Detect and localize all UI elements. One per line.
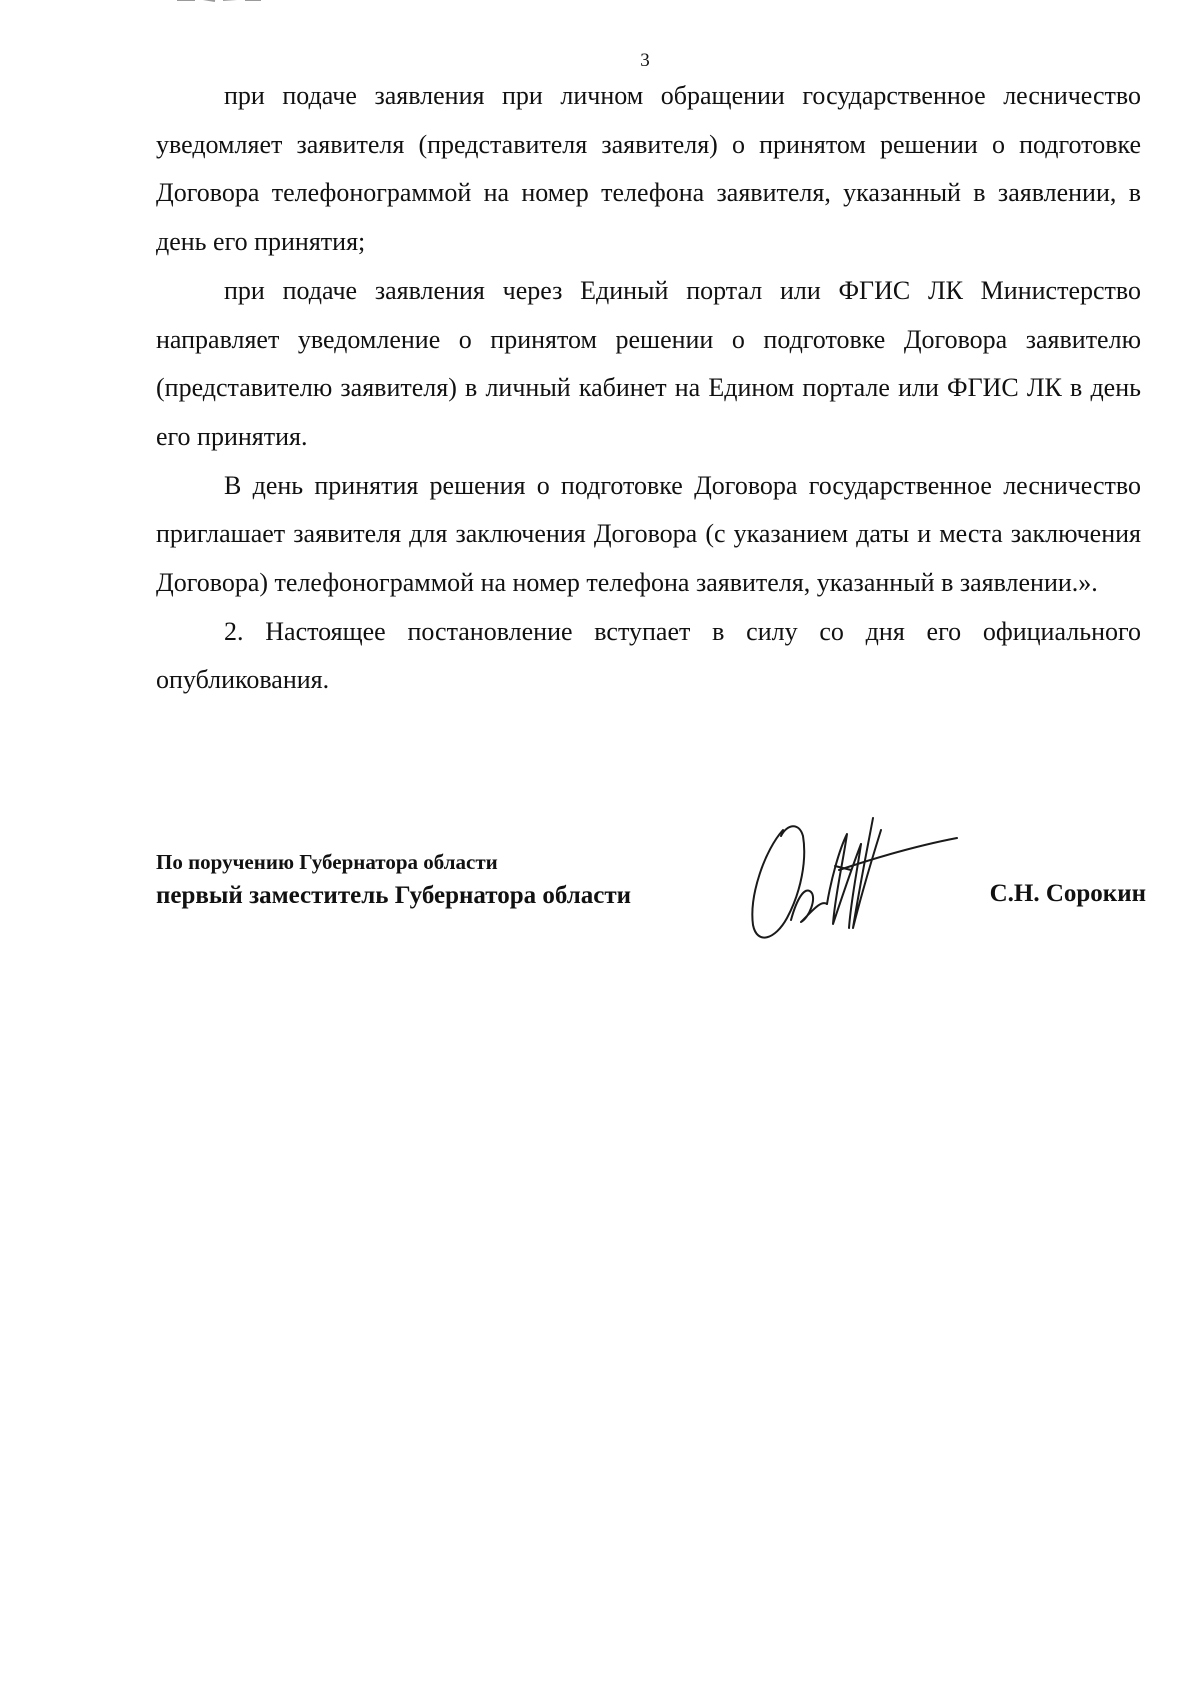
paragraph-effective-date: 2. Настоящее постановление вступает в силу со дня его официального опубликования. <box>156 616 1141 695</box>
paragraph-portal-submission: при подаче заявления через Единый портал или ФГИС ЛК Министерство направляет уведомление о принятом решении о подготовке Договора заявителю (представителю заявителя) в личный кабинет на Едином портале или ФГИС ЛК в день его принятия. <box>156 275 1141 451</box>
signature-authority-line: По поручению Губернатора области <box>156 850 498 874</box>
signatory-position: первый заместитель Губернатора области <box>156 882 632 909</box>
paragraph-invitation: В день принятия решения о подготовке Договора государственное лесничество приглашает заявителя для заключения Договора (с указанием даты и места заключения Договора) телефонограммой на номер телефона заявителя, указанный в заявлении.». <box>156 470 1141 598</box>
handwritten-signature-icon <box>735 800 965 950</box>
page-number: 3 <box>640 50 650 71</box>
signatory-name: С.Н. Сорокин <box>989 880 1146 907</box>
scan-artifact-mark <box>175 0 265 4</box>
paragraph-personal-submission: при подаче заявления при личном обращении государственное лесничество уведомляет заявителя (представителя заявителя) о принятом решении о подготовке Договора телефонограммой на номер телефона заявителя, указанный в заявлении, в день его принятия; <box>156 81 1141 257</box>
signature-block <box>156 850 1146 970</box>
document-body <box>156 72 1141 705</box>
